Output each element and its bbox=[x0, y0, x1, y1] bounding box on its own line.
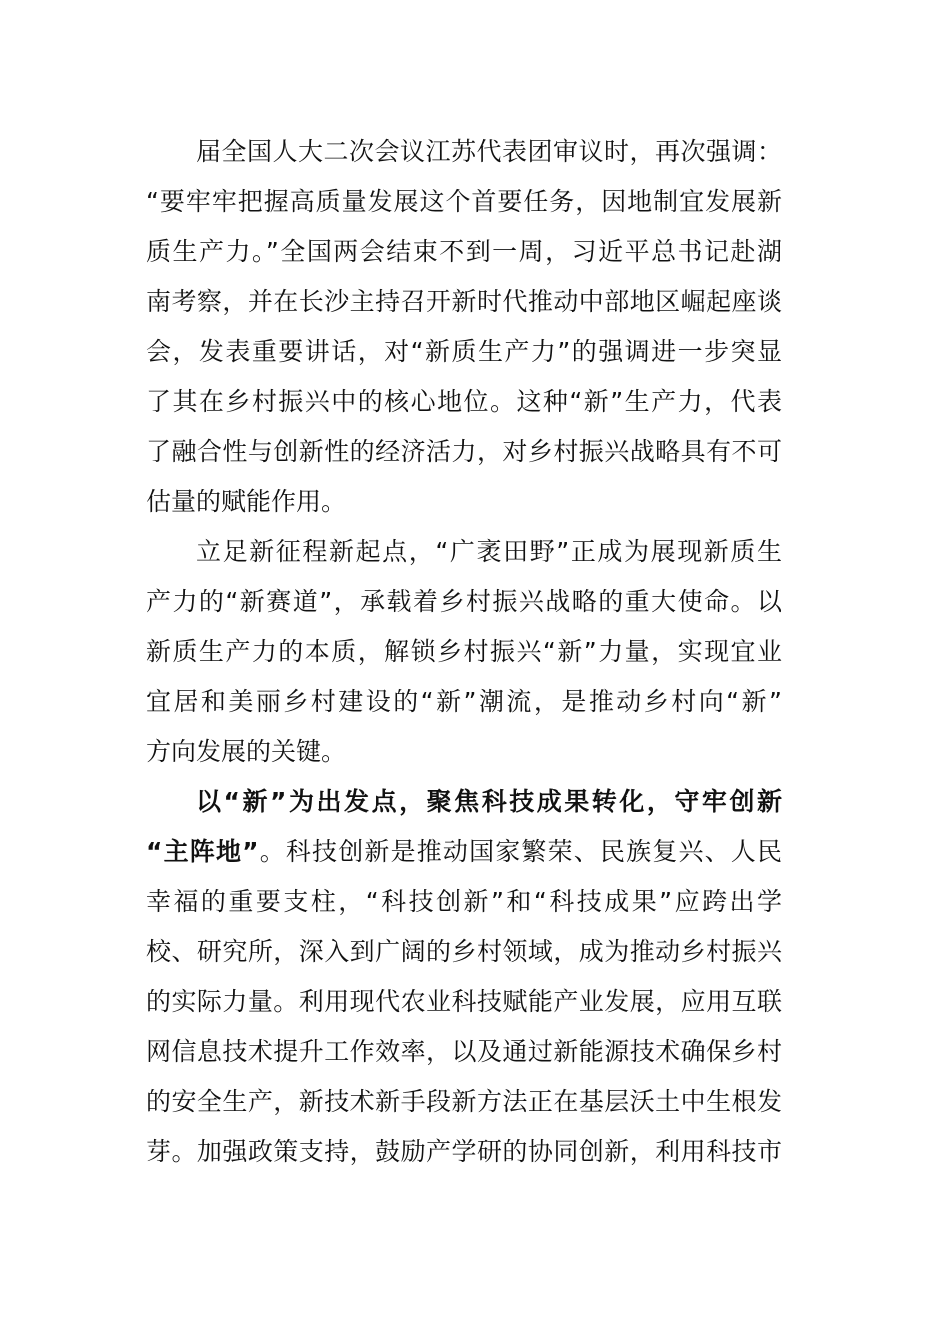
section-heading: 以“新”为出发点，聚焦科技成果转化，守牢创新 bbox=[196, 787, 782, 816]
text-line: 网信息技术提升工作效率，以及通过新能源技术确保乡村 bbox=[146, 1037, 782, 1066]
text-line: 南考察，并在长沙主持召开新时代推动中部地区崛起座谈 bbox=[146, 287, 782, 316]
text-line: 幸福的重要支柱，“科技创新”和“科技成果”应跨出学 bbox=[146, 887, 782, 916]
text-segment: 。科技创新是推动国家繁荣、民族复兴、人民 bbox=[258, 837, 782, 866]
text-line: 的实际力量。利用现代农业科技赋能产业发展，应用互联 bbox=[146, 987, 782, 1016]
section-heading-line bbox=[146, 777, 782, 827]
document-page bbox=[146, 127, 782, 1177]
text-line: 校、研究所，深入到广阔的乡村领域，成为推动乡村振兴 bbox=[146, 937, 782, 966]
text-line: 宜居和美丽乡村建设的“新”潮流，是推动乡村向“新” bbox=[146, 687, 782, 716]
text-line: 届全国人大二次会议江苏代表团审议时，再次强调： bbox=[196, 137, 782, 166]
paragraph-1 bbox=[146, 127, 782, 527]
paragraph-3 bbox=[146, 777, 782, 1177]
text-line: 的安全生产，新技术新手段新方法正在基层沃土中生根发 bbox=[146, 1087, 782, 1116]
text-line: “要牢牢把握高质量发展这个首要任务，因地制宜发展新 bbox=[146, 187, 782, 216]
text-line: 质生产力。”全国两会结束不到一周，习近平总书记赴湖 bbox=[146, 237, 782, 266]
text-line: 了融合性与创新性的经济活力，对乡村振兴战略具有不可 bbox=[146, 437, 782, 466]
text-line: 了其在乡村振兴中的核心地位。这种“新”生产力，代表 bbox=[146, 387, 782, 416]
text-line: 产力的“新赛道”，承载着乡村振兴战略的重大使命。以 bbox=[146, 587, 782, 616]
section-heading-tail: “主阵地” bbox=[146, 837, 259, 866]
text-line: 估量的赋能作用。 bbox=[146, 487, 347, 516]
text-line: 立足新征程新起点，“广袤田野”正成为展现新质生 bbox=[196, 537, 782, 566]
text-line: 会，发表重要讲话，对“新质生产力”的强调进一步突显 bbox=[146, 337, 782, 366]
text-line bbox=[146, 827, 782, 877]
text-line: 新质生产力的本质，解锁乡村振兴“新”力量，实现宜业 bbox=[146, 637, 782, 666]
paragraph-2 bbox=[146, 527, 782, 777]
text-line: 方向发展的关键。 bbox=[146, 737, 347, 766]
text-line: 芽。加强政策支持，鼓励产学研的协同创新，利用科技市 bbox=[146, 1137, 782, 1166]
